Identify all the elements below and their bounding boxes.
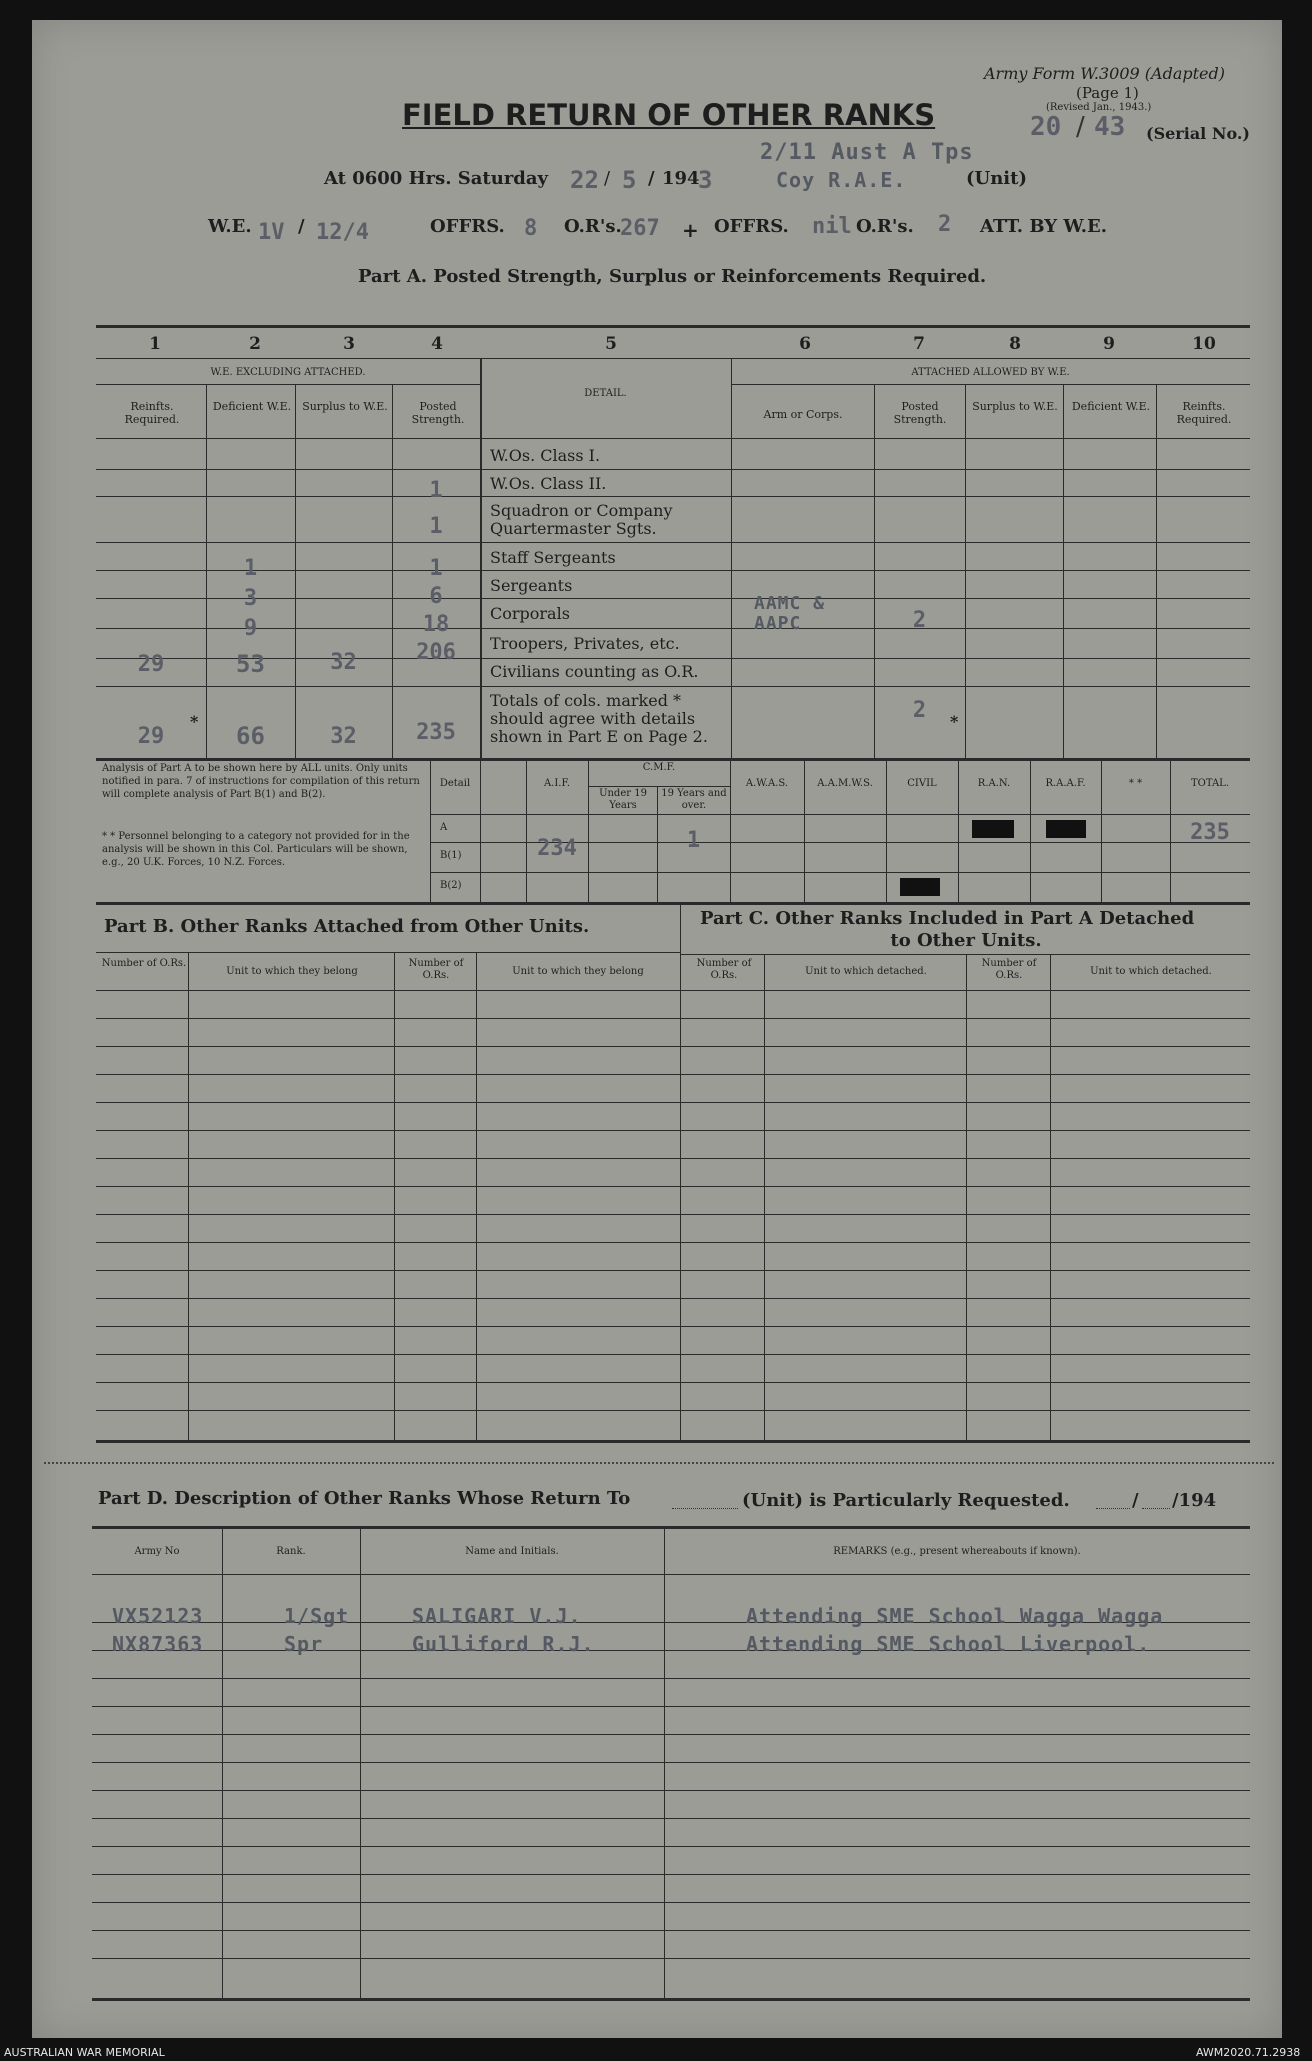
value-wo2-posted: 1 <box>429 478 443 503</box>
part-d-rank-header: Rank. <box>276 1546 306 1557</box>
serial-label: (Serial No.) <box>1146 124 1250 143</box>
header-posted: Posted Strength. <box>411 400 465 426</box>
row-label-cpl: Corporals <box>490 604 570 623</box>
analysis-over19-header: 19 Years and over. <box>661 788 727 811</box>
part-d-remarks-header: REMARKS (e.g., present whereabouts if known). <box>833 1546 1081 1557</box>
plus-sign: + <box>682 218 699 242</box>
date-month: 5 <box>622 166 637 194</box>
entry-1-name: SALIGARI V.J. <box>412 1604 582 1628</box>
analysis-note: Analysis of Part A to be shown here by ALL units. Only units notified in para. 7 of instructions for compilation of this return will complete analysis of Part B(1) and B(2). <box>102 763 420 800</box>
total-star-2: * <box>950 712 959 731</box>
part-b-unit-header: Unit to which they belong <box>226 966 358 977</box>
col-number-7: 7 <box>913 334 925 354</box>
part-d-unit-label: (Unit) is Particularly Requested. <box>742 1490 1070 1511</box>
time-label: At 0600 Hrs. Saturday <box>324 168 549 189</box>
offrs2-value: nil <box>812 214 852 239</box>
col-number-2: 2 <box>249 334 261 354</box>
total-star-1: * <box>190 712 199 731</box>
value-pte-surplus: 32 <box>330 650 357 675</box>
analysis-row-b2: B(2) <box>440 880 462 891</box>
unit-company: Coy R.A.E. <box>776 168 907 192</box>
redaction-ran <box>972 820 1014 838</box>
we-value-b: 12/4 <box>316 220 369 245</box>
header-att-surplus: Surplus to W.E. <box>972 400 1058 413</box>
year-digit: 3 <box>698 166 713 194</box>
part-b-num-header: Number of O.Rs. <box>101 958 187 969</box>
value-ssgt-posted: 1 <box>429 556 443 581</box>
header-att-reinfts: Reinfts. Required. <box>1176 400 1232 426</box>
group-header-right: ATTACHED ALLOWED BY W.E. <box>911 367 1070 378</box>
value-pte-deficient: 53 <box>236 650 265 678</box>
offrs-value: 8 <box>524 216 538 241</box>
footer-right: AWM2020.71.2938 <box>1196 2046 1301 2059</box>
att-label: ATT. BY W.E. <box>980 216 1108 237</box>
ors-label: O.R's. <box>564 216 622 237</box>
entry-1-remarks: Attending SME School Wagga Wagga <box>746 1604 1164 1628</box>
analysis-aif-header: A.I.F. <box>543 778 571 789</box>
attached-posted: 2 <box>912 608 927 633</box>
part-c-title: Part C. Other Ranks Included in Part A Detached <box>700 908 1195 929</box>
serial-a: 20 <box>1030 112 1062 142</box>
row-label-ssgt: Staff Sergeants <box>490 548 616 567</box>
analysis-awas-header: A.W.A.S. <box>745 778 789 789</box>
form-page <box>32 20 1282 2038</box>
value-sgt-posted: 6 <box>429 584 443 609</box>
offrs-label: OFFRS. <box>430 216 505 237</box>
analysis-note-2: * * Personnel belonging to a category not provided for in the analysis will be shown in this Col. Particulars will be shown, e.g., 20 U.K. Forces, 10 N.Z. Forces. <box>102 831 410 868</box>
redaction-civil <box>900 878 940 896</box>
value-pte-posted: 206 <box>416 640 456 665</box>
footer-left: AUSTRALIAN WAR MEMORIAL <box>4 2046 165 2059</box>
part-a-title: Part A. Posted Strength, Surplus or Reinforcements Required. <box>358 266 987 287</box>
ors-value: 267 <box>620 216 660 241</box>
part-d-date-field[interactable] <box>1096 1490 1130 1509</box>
attached-arm: AAMC & AAPC <box>754 593 826 634</box>
col-number-3: 3 <box>343 334 355 354</box>
part-d-year: /194 <box>1172 1490 1217 1511</box>
part-c-title-2: to Other Units. <box>890 930 1042 951</box>
analysis-civil-header: CIVIL <box>907 778 937 789</box>
value-sgt-deficient: 3 <box>243 586 258 611</box>
value-cqms-posted: 1 <box>429 514 443 539</box>
entry-2-name: Gulliford R.J. <box>412 1632 595 1656</box>
header-deficient: Deficient W.E. <box>212 400 292 413</box>
total-surplus: 32 <box>330 724 357 749</box>
value-cpl-posted: 18 <box>422 612 450 637</box>
header-surplus: Surplus to W.E. <box>302 400 388 413</box>
col-number-4: 4 <box>431 334 443 354</box>
part-d-month-field[interactable] <box>1142 1490 1170 1509</box>
part-d-unit-field[interactable] <box>672 1490 738 1509</box>
header-reinfts: Reinfts. Required. <box>124 400 180 426</box>
part-b-title: Part B. Other Ranks Attached from Other Units. <box>104 916 590 937</box>
analysis-cmf-header: C.M.F. <box>642 762 676 773</box>
revision-note: (Revised Jan., 1943.) <box>1046 102 1152 113</box>
row-label-pte: Troopers, Privates, etc. <box>490 634 680 653</box>
part-b-unit-header-2: Unit to which they belong <box>512 966 644 977</box>
entry-2-rank: Spr <box>284 1632 324 1656</box>
col-number-9: 9 <box>1103 334 1115 354</box>
we-value-a: 1V <box>258 220 285 245</box>
unit-name: 2/11 Aust A Tps <box>760 140 974 165</box>
analysis-detail-header: Detail <box>439 778 471 789</box>
total-posted: 235 <box>416 720 456 745</box>
redaction-raaf <box>1046 820 1086 838</box>
header-att-deficient: Deficient W.E. <box>1071 400 1151 413</box>
analysis-total-value: 235 <box>1190 820 1230 845</box>
analysis-aif-value: 234 <box>537 836 577 861</box>
ors2-label: O.R's. <box>856 216 914 237</box>
total-reinfts: 29 <box>137 724 165 749</box>
col-number-10: 10 <box>1192 334 1216 354</box>
analysis-ran-header: R.A.N. <box>977 778 1011 789</box>
entry-2-remarks: Attending SME School Liverpool. <box>746 1632 1151 1656</box>
row-label-cqms: Squadron or Company Quartermaster Sgts. <box>490 501 673 538</box>
we-label: W.E. <box>208 216 252 237</box>
value-ssgt-deficient: 1 <box>243 556 258 581</box>
group-header-left: W.E. EXCLUDING ATTACHED. <box>210 367 366 378</box>
unit-label: (Unit) <box>966 168 1027 189</box>
entry-1-rank: 1/Sgt <box>284 1604 350 1628</box>
header-arm-corps: Arm or Corps. <box>763 408 843 421</box>
part-d-armyno-header: Army No <box>134 1546 180 1557</box>
part-c-unit-header: Unit to which detached. <box>805 966 927 977</box>
serial-b: 43 <box>1094 112 1126 142</box>
part-d-date-sep: / <box>1132 1490 1139 1511</box>
row-label-wo2: W.Os. Class II. <box>490 474 607 493</box>
year-prefix: 194 <box>662 168 700 189</box>
analysis-row-a: A <box>440 822 448 833</box>
part-d-title: Part D. Description of Other Ranks Whose Return To <box>98 1488 631 1509</box>
total-deficient: 66 <box>236 722 265 750</box>
value-pte-reinfts: 29 <box>137 652 165 677</box>
analysis-total-header: TOTAL. <box>1190 778 1230 789</box>
page-number: (Page 1) <box>1076 84 1139 102</box>
entry-1-armyno: VX52123 <box>112 1604 204 1628</box>
analysis-aamws-header: A.A.M.W.S. <box>817 778 873 789</box>
total-attached-posted: 2 <box>912 698 927 723</box>
form-reference: Army Form W.3009 (Adapted) <box>984 64 1226 83</box>
totals-label: Totals of cols. marked * should agree with details shown in Part E on Page 2. <box>490 691 708 746</box>
analysis-over19-value: 1 <box>686 828 701 853</box>
date-day: 22 <box>570 166 599 194</box>
analysis-under19-header: Under 19 Years <box>599 788 647 811</box>
part-d-name-header: Name and Initials. <box>465 1546 559 1557</box>
row-label-wo1: W.Os. Class I. <box>490 446 601 465</box>
col-number-6: 6 <box>799 334 811 354</box>
value-cpl-deficient: 9 <box>243 616 258 641</box>
header-att-posted: Posted Strength. <box>893 400 947 426</box>
page-title: FIELD RETURN OF OTHER RANKS <box>402 98 936 132</box>
col-number-5: 5 <box>605 334 617 354</box>
analysis-raaf-header: R.A.A.F. <box>1045 778 1086 789</box>
col-number-8: 8 <box>1009 334 1021 354</box>
entry-2-armyno: NX87363 <box>112 1632 204 1656</box>
part-c-unit-header-2: Unit to which detached. <box>1090 966 1212 977</box>
row-label-civ: Civilians counting as O.R. <box>490 662 699 681</box>
offrs2-label: OFFRS. <box>714 216 789 237</box>
part-b-num-header-2: Number of O.Rs. <box>408 958 464 981</box>
col-number-1: 1 <box>149 334 161 354</box>
analysis-other-header: * * <box>1128 778 1143 789</box>
analysis-row-b1: B(1) <box>440 850 462 861</box>
group-header-detail: DETAIL. <box>584 388 627 399</box>
row-label-sgt: Sergeants <box>490 576 573 595</box>
ors2-value: 2 <box>938 212 952 237</box>
part-c-num-header-2: Number of O.Rs. <box>981 958 1037 981</box>
perforation-line <box>44 1462 1274 1464</box>
part-c-num-header: Number of O.Rs. <box>696 958 752 981</box>
